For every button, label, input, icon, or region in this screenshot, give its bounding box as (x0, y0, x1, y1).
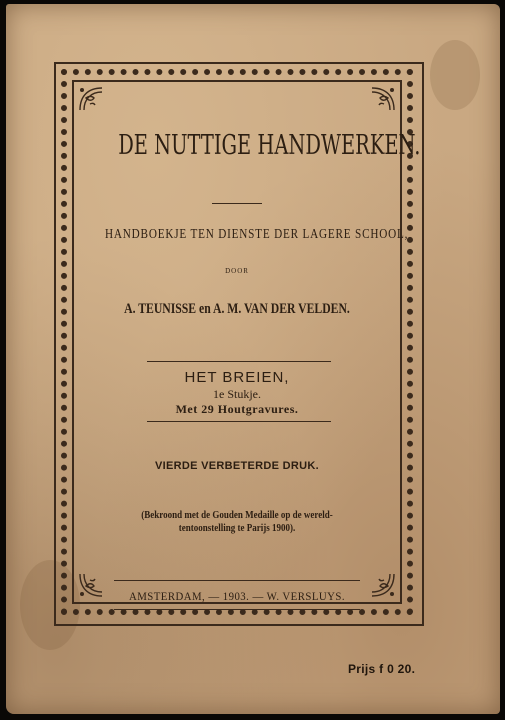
part-rule-bottom (147, 421, 331, 422)
part-rule-top (147, 361, 331, 362)
imprint: AMSTERDAM, — 1903. — W. VERSLUYS. (129, 589, 345, 603)
part-name: HET BREIEN, (184, 369, 290, 386)
award-line: (Bekroond met de Gouden Medaille op de wereld- (141, 510, 333, 521)
by-label: DOOR (225, 267, 249, 275)
book-title: DE NUTTIGE HANDWERKEN. (118, 130, 421, 161)
award-line: tentoonstelling te Parijs 1900). (178, 523, 296, 534)
book-subtitle: HANDBOEKJE TEN DIENSTE DER LAGERE SCHOOL, (105, 227, 409, 242)
award-note (89, 509, 386, 535)
title-divider (212, 203, 262, 204)
corner-ornament-icon (368, 84, 398, 114)
part-engravings: Met 29 Houtgravures. (175, 402, 299, 416)
imprint-rule-top (114, 580, 360, 581)
edition: VIERDE VERBETERDE DRUK. (155, 460, 319, 472)
corner-ornament-icon (76, 84, 106, 114)
price-label: Prijs f 0 20. (348, 662, 416, 676)
wear-stain (430, 40, 480, 110)
imprint-rule-bottom (114, 609, 360, 610)
part-volume: 1e Stukje. (213, 387, 261, 401)
authors: A. TEUNISSE en A. M. VAN DER VELDEN. (124, 301, 350, 317)
